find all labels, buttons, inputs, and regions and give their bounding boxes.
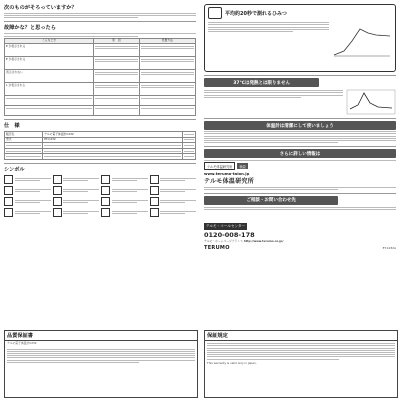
call-center-label: テルモ・コールセンター	[206, 223, 246, 228]
measurement-curve-icon	[332, 21, 392, 59]
text-line	[4, 36, 138, 37]
warranty-left	[4, 330, 198, 398]
symbol-item	[53, 186, 100, 195]
symbol-item	[101, 208, 148, 217]
contact-title: ご相談・お問い合わせ先	[204, 196, 338, 205]
contact-section	[204, 193, 396, 252]
table-row	[5, 57, 196, 70]
symbol-item	[4, 208, 51, 217]
warranty-right	[204, 330, 398, 398]
site-url[interactable]: www.terumo-taion.jp	[204, 171, 250, 177]
search-button[interactable]: 検索	[239, 164, 246, 169]
left-column	[4, 4, 196, 217]
more-info-section	[204, 146, 396, 190]
symbol-icon	[4, 197, 13, 206]
symbol-icon	[53, 208, 62, 217]
symbol-icon	[53, 197, 62, 206]
table-row	[5, 96, 196, 106]
product-label: テルモ電子体温計C232	[7, 341, 37, 345]
symbol-item	[150, 175, 197, 184]
trouble-cell	[139, 106, 195, 116]
trouble-cell	[139, 57, 195, 70]
spec-title: 仕 様	[4, 123, 20, 130]
symbol-item	[53, 197, 100, 206]
spec-extra	[183, 154, 196, 160]
symbol-icon	[150, 208, 159, 217]
trouble-cell	[139, 70, 195, 83]
trouble-cell	[139, 96, 195, 106]
spec-key: 販売名	[5, 132, 43, 138]
spec-value: テルモ電子体温計C232	[43, 132, 183, 138]
symbol-item	[150, 197, 197, 206]
trouble-cell	[139, 83, 195, 96]
table-row	[5, 83, 196, 96]
symbol-grid	[4, 175, 196, 217]
symbol-icon	[4, 175, 13, 184]
text-line	[4, 13, 196, 14]
maker-logo: TERUMO	[204, 245, 230, 252]
trouble-table	[4, 38, 196, 116]
symbol-icon	[53, 186, 62, 195]
symbol-icon	[4, 208, 13, 217]
contents-section	[4, 4, 196, 18]
homepage-url[interactable]: http://www.terumo.co.jp/	[243, 238, 284, 243]
hygiene-title: 体温計は清潔にして使いましょう	[204, 121, 396, 130]
symbol-item	[4, 186, 51, 195]
spec-key: 型式	[5, 137, 43, 143]
warranty-right-title: 保証規定	[205, 331, 397, 341]
symbol-icon	[4, 186, 13, 195]
symbol-item	[53, 208, 100, 217]
table-row	[5, 106, 196, 116]
contents-title: 次のものがそろっていますか？	[4, 5, 77, 11]
warranty-left-title: 品質保証書	[5, 331, 197, 341]
troubleshoot-title: 故障かな？と思ったら	[4, 25, 56, 32]
symbol-icon	[150, 186, 159, 195]
trouble-cell	[94, 44, 139, 57]
symbol-icon	[150, 175, 159, 184]
trouble-cell	[94, 106, 139, 116]
accuracy-headline: 平均約20秒で測れるひみつ	[225, 10, 287, 17]
symbol-item	[53, 175, 100, 184]
site-name: テルモ体温研究所	[204, 178, 255, 186]
symbol-icon	[150, 197, 159, 206]
symbols-section	[4, 163, 196, 217]
table-row	[5, 70, 196, 83]
text-line	[4, 17, 138, 18]
symbol-icon	[101, 186, 110, 195]
spec-section	[4, 119, 196, 160]
trouble-cell: L が表示される	[5, 83, 94, 96]
symbol-icon	[101, 175, 110, 184]
trouble-cell	[139, 44, 195, 57]
call-center-tel[interactable]: 0120-008-178	[204, 230, 255, 239]
temperature-graph-icon	[346, 89, 396, 115]
text-line	[4, 33, 196, 34]
symbol-icon	[53, 175, 62, 184]
trouble-header-cell: 原 因	[94, 38, 139, 43]
symbols-title: シンボル	[4, 166, 25, 173]
right-column	[204, 4, 396, 251]
homepage-label: テルモ・ホームページアドレス	[204, 238, 243, 243]
trouble-cell: E が表示される	[5, 44, 94, 57]
symbol-icon	[101, 208, 110, 217]
trouble-cell	[5, 106, 94, 116]
doc-code: ET-C232A	[382, 245, 396, 250]
symbol-icon	[101, 197, 110, 206]
table-row	[5, 44, 196, 57]
trouble-header-cell: こんなとき	[5, 38, 94, 43]
text-line	[4, 15, 196, 16]
symbol-item	[150, 186, 197, 195]
fever-title: 37℃は発熱とは限りません	[204, 78, 319, 87]
symbol-item	[4, 175, 51, 184]
troubleshoot-section	[4, 21, 196, 116]
fever-section	[204, 75, 396, 115]
symbol-item	[150, 208, 197, 217]
trouble-cell: 表示されない	[5, 70, 94, 83]
symbol-item	[4, 197, 51, 206]
spec-value: ET-C232	[43, 137, 183, 143]
trouble-cell	[94, 96, 139, 106]
symbol-item	[101, 186, 148, 195]
spec-table	[4, 131, 196, 160]
trouble-cell	[94, 57, 139, 70]
site-name-box: テルモ体温研究所	[204, 162, 235, 170]
trouble-header-cell: 処置方法	[139, 38, 195, 43]
table-row	[5, 154, 196, 160]
trouble-cell: E が表示される	[5, 57, 94, 70]
trouble-cell	[5, 96, 94, 106]
accuracy-box	[204, 4, 396, 72]
symbol-item	[101, 175, 148, 184]
trouble-cell	[94, 83, 139, 96]
spec-value	[43, 154, 183, 160]
more-info-title: さらに詳しい情報は	[204, 149, 396, 158]
hygiene-section	[204, 118, 396, 143]
spec-key	[5, 154, 43, 160]
trouble-cell	[94, 70, 139, 83]
warranty-note: This warranty is valid only in Japan.	[207, 360, 257, 365]
badge-icon	[208, 7, 222, 19]
symbol-item	[101, 197, 148, 206]
